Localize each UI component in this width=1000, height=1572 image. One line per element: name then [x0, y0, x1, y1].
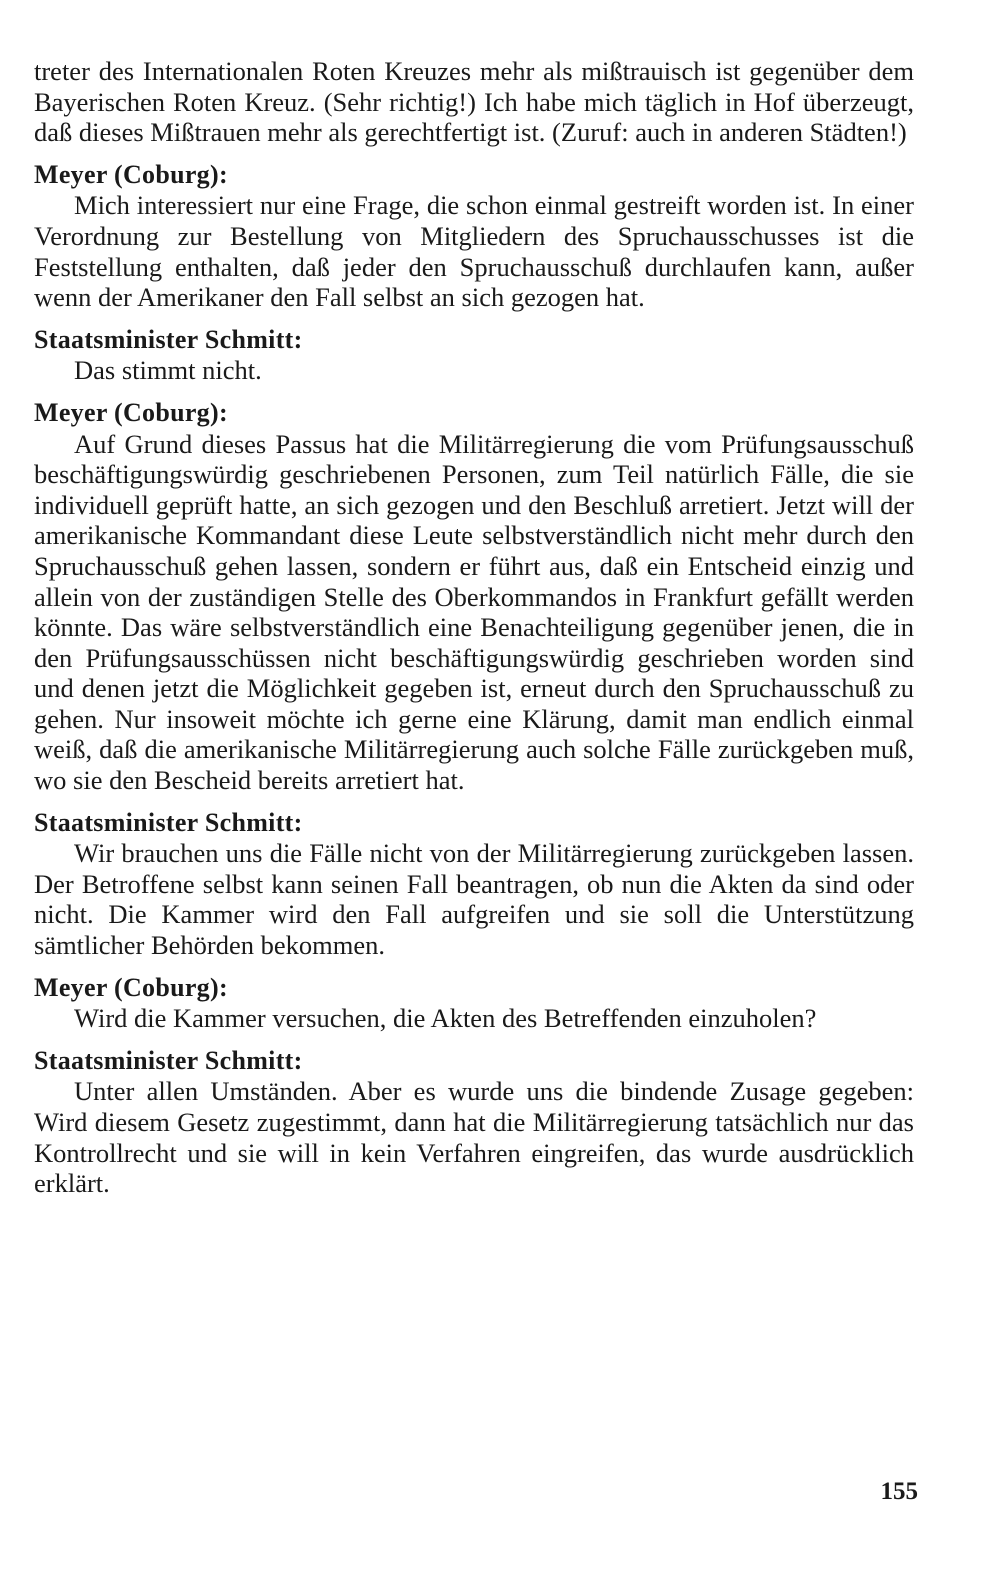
speech-paragraph: Unter allen Umständen. Aber es wurde uns die bindende Zusage gegeben: Wird diesem Gesetz zugestimmt, dann hat die Militärregierung tatsächlich nur das Kontrollrecht und sie will in kein Verfahren eingreifen, das wurde ausdrücklich erklärt.	[34, 1076, 914, 1199]
speaker-label: Staatsminister Schmitt:	[34, 324, 303, 354]
opening-paragraph: treter des Internationalen Roten Kreuzes mehr als mißtrauisch ist gegenüber dem Bayerischen Roten Kreuz. (Sehr richtig!) Ich habe mich täglich in Hof überzeugt, daß dieses Mißtrauen mehr als gerechtfertigt ist. (Zuruf: auch in anderen Städten!)	[34, 56, 914, 148]
speech-paragraph: Wird die Kammer versuchen, die Akten des Betreffenden einzuholen?	[74, 1003, 817, 1034]
page-number: 155	[880, 1478, 918, 1505]
speaker-label: Staatsminister Schmitt:	[34, 1045, 303, 1075]
speaker-label: Staatsminister Schmitt:	[34, 807, 303, 837]
speech-paragraph: Das stimmt nicht.	[74, 355, 262, 386]
speaker-label: Meyer (Coburg):	[34, 159, 228, 189]
page-text	[34, 56, 914, 1199]
speech-paragraph: Wir brauchen uns die Fälle nicht von der Militärregierung zurückgeben lassen. Der Betroffene selbst kann seinen Fall beantragen, ob nun die Akten da sind oder nicht. Die Kammer wird den Fall aufgreifen und sie soll die Unterstützung sämtlicher Behörden bekommen.	[34, 838, 914, 961]
speaker-label: Meyer (Coburg):	[34, 972, 228, 1002]
speaker-label: Meyer (Coburg):	[34, 397, 228, 427]
speech-paragraph: Mich interessiert nur eine Frage, die schon einmal gestreift worden ist. In einer Verordnung zur Bestellung von Mitgliedern des Spruchausschusses ist die Feststellung enthalten, daß jeder den Spruchausschuß durchlaufen kann, außer wenn der Amerikaner den Fall selbst an sich gezogen hat.	[34, 190, 914, 313]
speech-paragraph: Auf Grund dieses Passus hat die Militärregierung die vom Prüfungsausschuß beschäftigungswürdig geschriebenen Personen, zum Teil natürlich Fälle, die sie individuell geprüft hatte, an sich gezogen und den Beschluß arretiert. Jetzt will der amerikanische Kommandant diese Leute selbstverständlich nicht mehr durch den Spruchausschuß gehen lassen, sondern er führt aus, daß ein Entscheid einzig und allein von der zuständigen Stelle des Oberkommandos in Frankfurt gefällt werden könnte. Das wäre selbstverständlich eine Benachteiligung gegenüber jenen, die in den Prüfungsausschüssen nicht beschäftigungswürdig geschrieben worden sind und denen jetzt die Möglichkeit gegeben ist, erneut durch den Spruchausschuß zu gehen. Nur insoweit möchte ich gerne eine Klärung, damit man endlich einmal weiß, daß die amerikanische Militärregierung auch solche Fälle zurückgeben muß, wo sie den Bescheid bereits arretiert hat.	[34, 428, 914, 796]
